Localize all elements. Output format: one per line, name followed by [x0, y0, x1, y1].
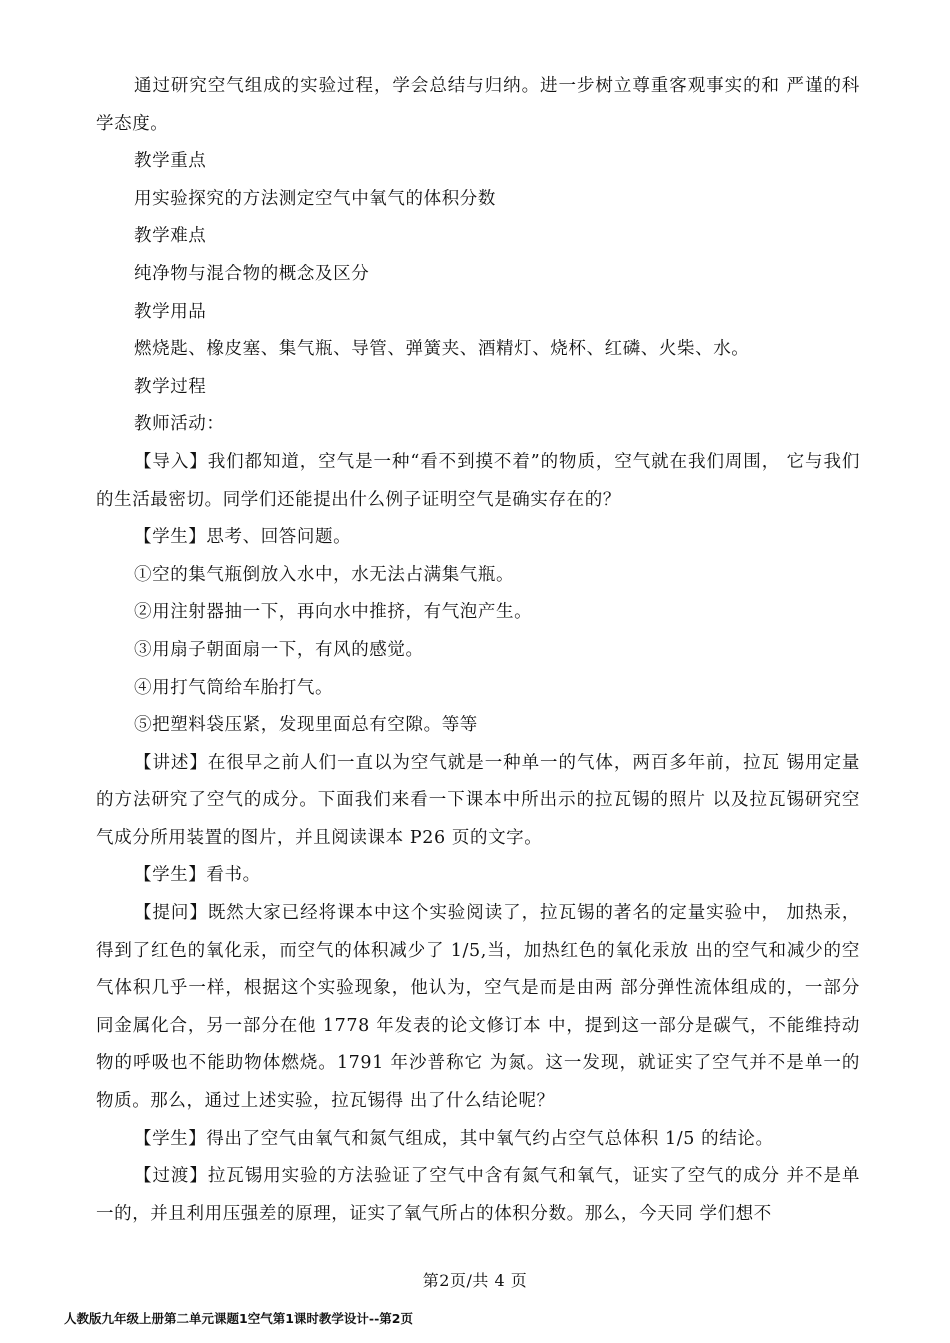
paragraph-objective: 通过研究空气组成的实验过程，学会总结与归纳。进一步树立尊重客观事实的和 严谨的科学态度。	[96, 76, 860, 134]
heading-key-points: 教学重点	[134, 151, 207, 172]
paragraph-student-think: 【学生】思考、回答问题。	[134, 527, 352, 548]
heading-teacher-activity: 教师活动：	[134, 414, 225, 435]
list-item-5: ⑤把塑料袋压紧，发现里面总有空隙。等等	[134, 715, 478, 736]
paragraph-key-points: 用实验探究的方法测定空气中氧气的体积分数	[134, 188, 496, 209]
list-item-4: ④用打气筒给车胎打气。	[134, 677, 334, 698]
paragraph-student-read: 【学生】看书。	[134, 865, 261, 886]
list-item-2: ②用注射器抽一下，再向水中推挤，有气泡产生。	[134, 602, 533, 623]
heading-process: 教学过程	[134, 376, 207, 397]
paragraph-student-answer: 【学生】得出了空气由氧气和氮气组成，其中氧气约占空气总体积 1/5 的结论。	[134, 1128, 774, 1149]
paragraph-narration: 【讲述】在很早之前人们一直以为空气就是一种单一的气体，两百多年前，拉瓦 锡用定量的方法研究了空气的成分。下面我们来看一下课本中所出示的拉瓦锡的照片 以及拉瓦锡研究空气成分所用装置的图片，并且阅读课本 P26 页的文字。	[96, 752, 860, 848]
document-footer-title: 人教版九年级上册第二单元课题1空气第1课时教学设计--第2页	[64, 1311, 413, 1326]
paragraph-introduction: 【导入】我们都知道，空气是一种“看不到摸不着”的物质，空气就在我们周围， 它与我们的生活最密切。同学们还能提出什么例子证明空气是确实存在的？	[96, 451, 860, 510]
paragraph-transition: 【过渡】拉瓦锡用实验的方法验证了空气中含有氮气和氧气，证实了空气的成分 并不是单一的，并且利用压强差的原理，证实了氧气所占的体积分数。那么，今天同 学们想不	[96, 1166, 860, 1224]
heading-materials: 教学用品	[134, 301, 207, 322]
heading-difficulties: 教学难点	[134, 226, 207, 247]
paragraph-materials: 燃烧匙、橡皮塞、集气瓶、导管、弹簧夹、酒精灯、烧杯、红磷、火柴、水。	[134, 339, 750, 360]
list-item-3: ③用扇子朝面扇一下，有风的感觉。	[134, 639, 424, 660]
paragraph-question: 【提问】既然大家已经将课本中这个实验阅读了，拉瓦锡的著名的定量实验中， 加热汞，得到了红色的氧化汞，而空气的体积减少了 1/5,当，加热红色的氧化汞放 出的空气和减少的空气体积几乎一样，根据这个实验现象，他认为，空气是而是由两 部分弹性流体组成的，一部分同金属化合，另一部分在他 1778 年发表的论文修订本 中，提到这一部分是碳气，不能维持动物的呼吸也不能助物体燃烧。1791 年沙普称它 为氮。这一发现，就证实了空气并不是单一的物质。那么，通过上述实验，拉瓦锡得 出了什么结论呢？	[96, 903, 860, 1112]
page-content	[96, 68, 860, 1233]
paragraph-difficulties: 纯净物与混合物的概念及区分	[134, 263, 370, 284]
page-number: 第2页/共 4 页	[422, 1271, 528, 1290]
list-item-1: ①空的集气瓶倒放入水中，水无法占满集气瓶。	[134, 564, 515, 585]
